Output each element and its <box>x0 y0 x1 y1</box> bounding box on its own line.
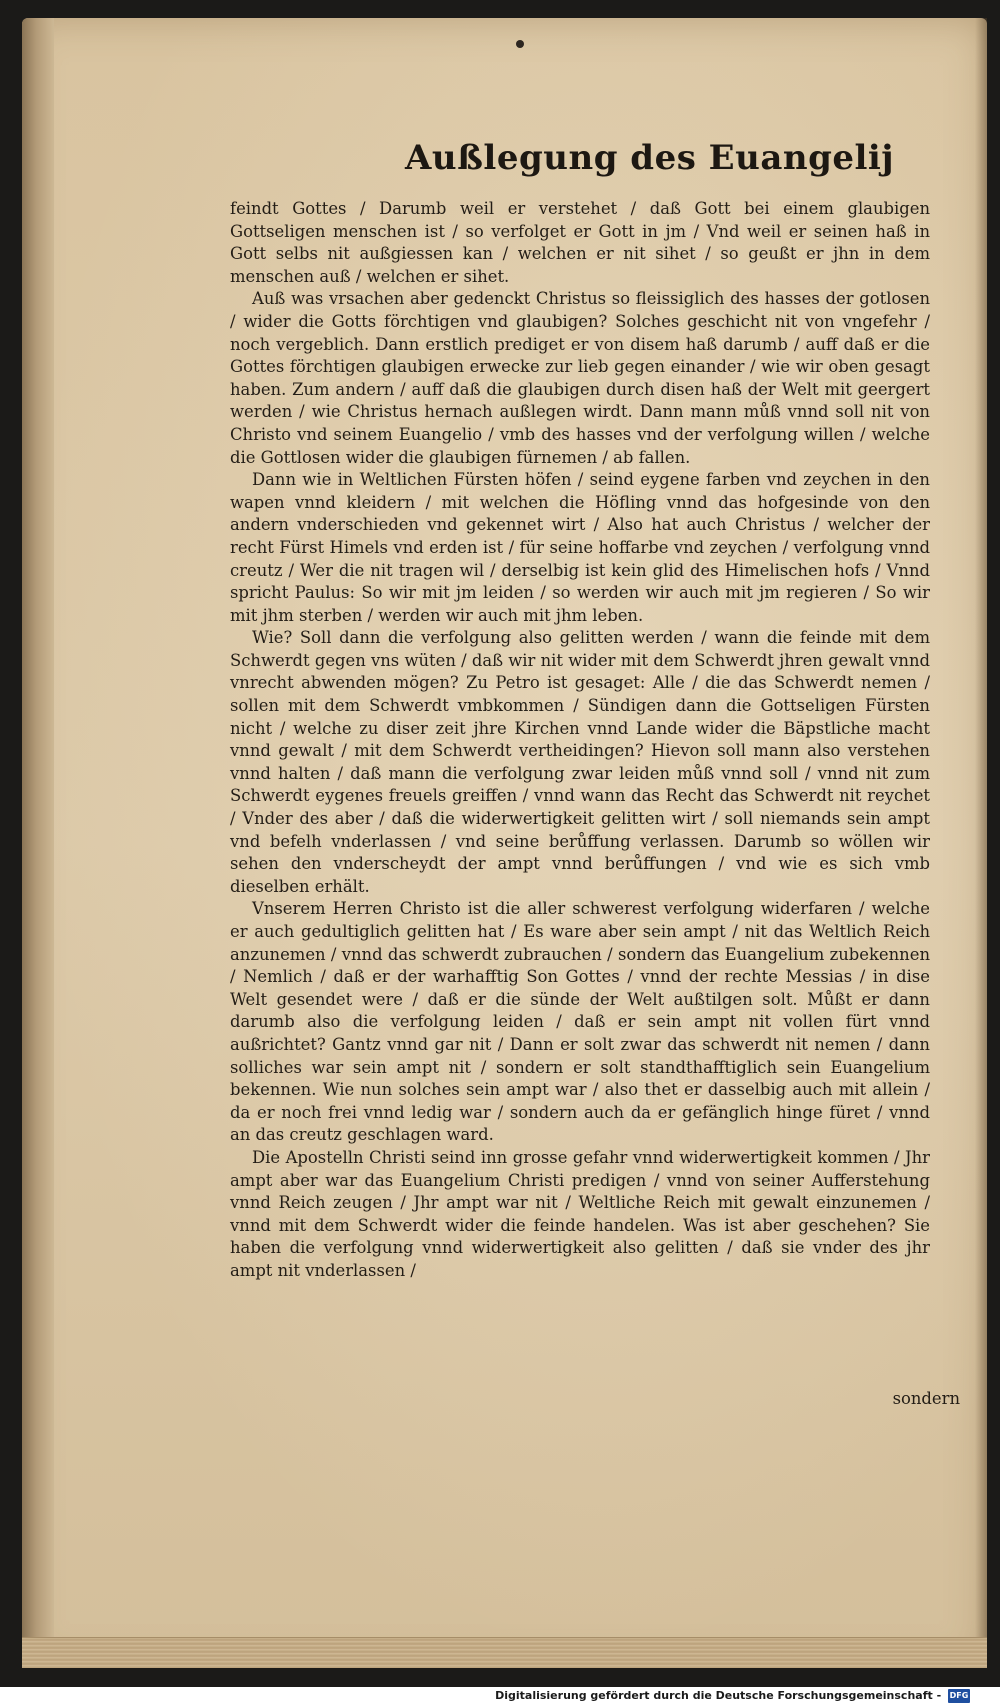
catchword: sondern <box>892 1389 960 1408</box>
page-gutter <box>22 18 54 1668</box>
paragraph: Die Apostelln Christi seind inn grosse gefahr vnnd widerwertigkeit kommen / Jhr ampt aber war das Euangelium Christi predigen / vnnd von seiner Aufferstehung vnnd Reich zeugen / Jhr ampt war nit / Weltliche Reich mit gewalt einzunemen / vnnd mit dem Schwerdt wider die feinde handelen. Was ist aber geschehen? Sie haben die verfolgung vnnd widerwertigkeit also gelitten / daß sie vnder des jhr ampt nit vnderlassen / <box>230 1147 930 1280</box>
page-stack-edge <box>22 1637 987 1668</box>
paragraph: feindt Gottes / Darumb weil er verstehet / daß Gott bei einem glaubigen Gottseligen menschen ist / so verfolget er Gott in jm / Vnd weil er seinen haß in Gott selbs nit außgiessen kan / welchen er nit sihet / so geußt er jhn in dem menschen auß / welchen er sihet. <box>230 199 930 286</box>
ink-mark <box>516 40 524 48</box>
paragraph: Wie? Soll dann die verfolgung also gelitten werden / wann die feinde mit dem Schwerdt gegen vns wüten / daß wir nit wider mit dem Schwerdt jhren gewalt vnnd vnrecht abwenden mögen? Zu Petro ist gesaget: Alle / die das Schwerdt nemen / sollen mit dem Schwerdt vmbkommen / Sündigen dann die Gottseligen Fürsten nicht / welche zu diser zeit jhre Kirchen vnnd Lande wider die Bäpstliche macht vnnd gewalt / mit dem Schwerdt vertheidingen? Hievon soll mann also verstehen vnnd halten / daß mann die verfolgung zwar leiden můß vnnd soll / vnnd nit zum Schwerdt eygenes freuels greiffen / vnnd wann das Recht das Schwerdt nit reychet / Vnder des aber / daß die widerwertigkeit gelitten wirt / soll niemands sein ampt vnd befelh vnderlassen / vnd seine berůffung verlassen. Darumb so wöllen wir sehen den vnderscheydt der ampt vnnd berůffungen / vnd wie es sich vmb dieselben erhält. <box>230 628 930 896</box>
dfg-logo-icon: DFG <box>948 1689 970 1703</box>
paragraph: Vnserem Herren Christo ist die aller schwerest verfolgung widerfaren / welche er auch gedultiglich gelitten hat / Es ware aber sein ampt / nit das Weltlich Reich anzunemen / vnnd das schwerdt zubrauchen / sondern das Euangelium zubekennen / Nemlich / daß er der warhafftig Son Gottes / vnnd der rechte Messias / in dise Welt gesendet were / daß er die sünde der Welt außtilgen solt. Můßt er dann darumb also die verfolgung leiden / daß er sein ampt nit vollen fürt vnnd außrichtet? Gantz vnnd gar nit / Dann er solt zwar das schwerdt nit nemen / dann solliches war sein ampt nit / sondern er solt standthafftiglich sein Euangelium bekennen. Wie nun solches sein ampt war / also thet er dasselbig auch mit allein / da er noch frei vnnd ledig war / sondern auch da er gefänglich hinge füret / vnnd an das creutz geschlagen ward. <box>230 899 930 1145</box>
body-text <box>230 198 930 1283</box>
paragraph: Auß was vrsachen aber gedenckt Christus so fleissiglich des hasses der gotlosen / wider die Gotts förchtigen vnd glaubigen? Solches geschicht nit von vngefehr / noch vergeblich. Dann erstlich prediget er von disem haß darumb / auff daß er die Gottes förchtigen glaubigen erwecke zur lieb gegen einander / wie wir oben gesagt haben. Zum andern / auff daß die glaubigen durch disen haß der Welt mit geergert werden / wie Christus hernach außlegen wirdt. Dann mann můß vnnd soll nit von Christo vnd seinem Euangelio / vmb des hasses vnd der verfolgung willen / welche die Gottlosen wider die glaubigen fürnemen / ab fallen. <box>230 289 930 467</box>
running-head: Außlegung des Euangelij <box>405 138 895 178</box>
page-edge-shadow <box>975 18 987 1668</box>
footer-bar <box>0 1687 1000 1707</box>
funding-credit <box>495 1689 970 1703</box>
funding-credit-text: Digitalisierung gefördert durch die Deutsche Forschungsgemeinschaft - <box>495 1689 942 1702</box>
paragraph: Dann wie in Weltlichen Fürsten höfen / seind eygene farben vnd zeychen in den wapen vnnd kleidern / mit welchen die Höfling vnnd das hofgesinde von den andern vnderschieden vnd gekennet wirt / Also hat auch Christus / welcher der recht Fürst Himels vnd erden ist / für seine hoffarbe vnd zeychen / verfolgung vnnd creutz / Wer die nit tragen wil / derselbig ist kein glid des Himelischen hofs / Vnnd spricht Paulus: So wir mit jm leiden / so werden wir auch mit jm regieren / So wir mit jhm sterben / werden wir auch mit jhm leben. <box>230 470 930 625</box>
